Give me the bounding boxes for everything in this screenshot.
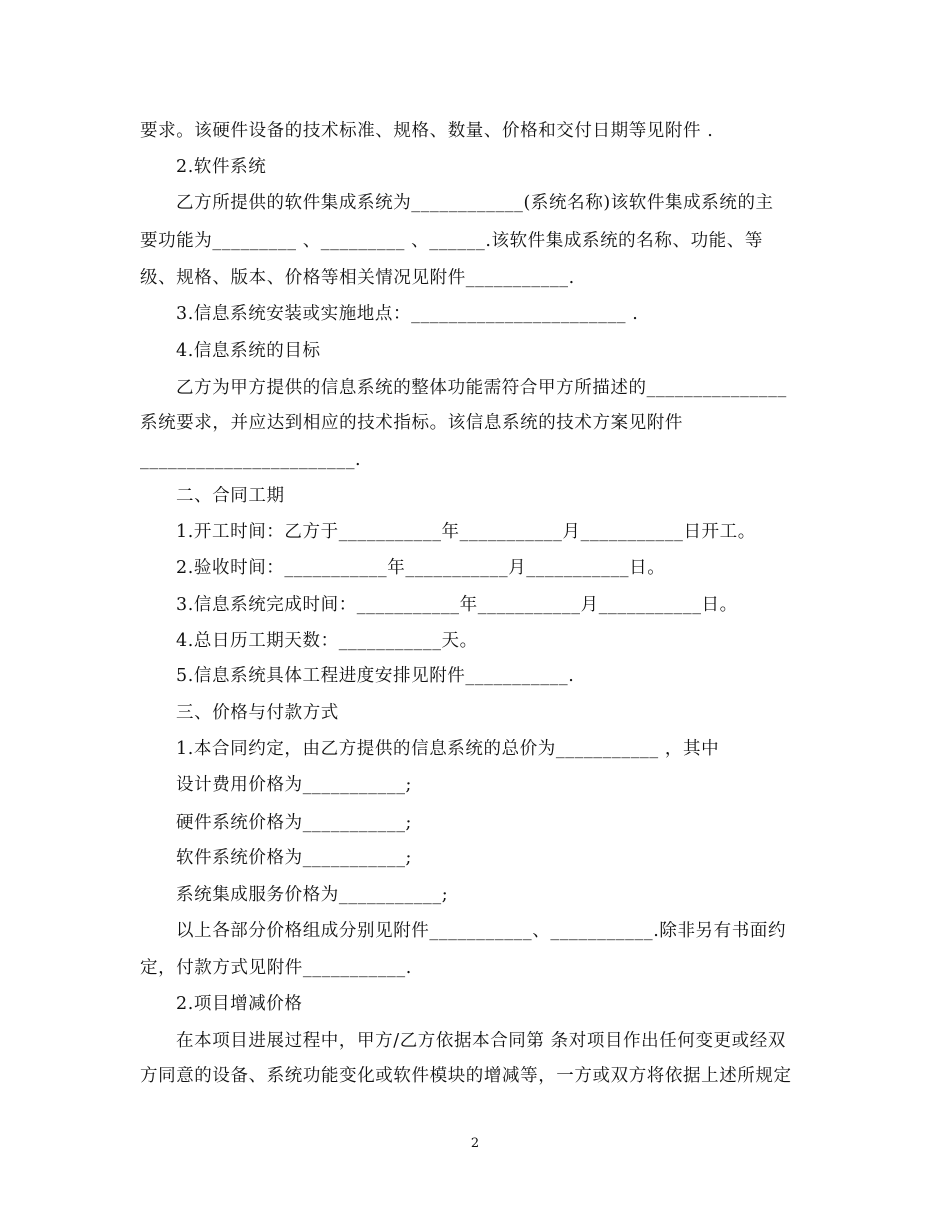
paragraph-line: 2.验收时间：___________年___________月___________日。	[176, 558, 666, 578]
section-heading: 三、价格与付款方式	[176, 703, 339, 723]
paragraph-line: 软件系统价格为___________;	[176, 848, 413, 868]
paragraph-line: 设计费用价格为___________;	[176, 775, 413, 795]
paragraph-line: 以上各部分价格组成分别见附件___________、___________.除非另有书面约	[176, 921, 787, 941]
paragraph-line: 系统要求，并应达到相应的技术指标。该信息系统的技术方案见附件	[140, 413, 683, 433]
paragraph-line: 1.本合同约定，由乙方提供的信息系统的总价为___________ ，其中	[176, 739, 720, 759]
paragraph-line: 要求。该硬件设备的技术标准、规格、数量、价格和交付日期等见附件 .	[140, 121, 714, 141]
paragraph-line: 1.开工时间：乙方于___________年___________月___________日开工。	[176, 522, 756, 542]
paragraph-line: 要功能为_________ 、_________ 、______.该软件集成系统的名称、功能、等	[140, 231, 763, 251]
section-heading: 4.信息系统的目标	[176, 341, 321, 361]
paragraph-line: 乙方所提供的软件集成系统为____________(系统名称)该软件集成系统的主	[176, 193, 774, 213]
paragraph-line: _______________________.	[140, 450, 362, 470]
section-heading: 二、合同工期	[176, 486, 285, 506]
paragraph-line: 方同意的设备、系统功能变化或软件模块的增减等，一方或双方将依据上述所规定	[140, 1066, 792, 1086]
page-number: 2	[470, 1136, 480, 1151]
paragraph-line: 乙方为甲方提供的信息系统的整体功能需符合甲方所描述的_______________	[176, 378, 787, 398]
paragraph-line: 在本项目进展过程中，甲方/乙方依据本合同第 条对项目作出任何变更或经双	[176, 1031, 786, 1051]
section-heading: 2.项目增减价格	[176, 994, 303, 1014]
paragraph-line: 5.信息系统具体工程进度安排见附件___________.	[176, 666, 575, 686]
section-heading: 2.软件系统	[176, 157, 267, 177]
paragraph-line: 级、规格、版本、价格等相关情况见附件___________.	[140, 268, 575, 288]
paragraph-line: 系统集成服务价格为___________;	[176, 885, 449, 905]
paragraph-line: 3.信息系统完成时间：___________年___________月___________日。	[176, 595, 738, 615]
paragraph-line: 3.信息系统安装或实施地点：_______________________ .	[176, 304, 639, 324]
paragraph-line: 4.总日历工期天数：___________天。	[176, 631, 478, 651]
paragraph-line: 硬件系统价格为___________;	[176, 813, 413, 833]
paragraph-line: 定，付款方式见附件___________.	[140, 958, 412, 978]
